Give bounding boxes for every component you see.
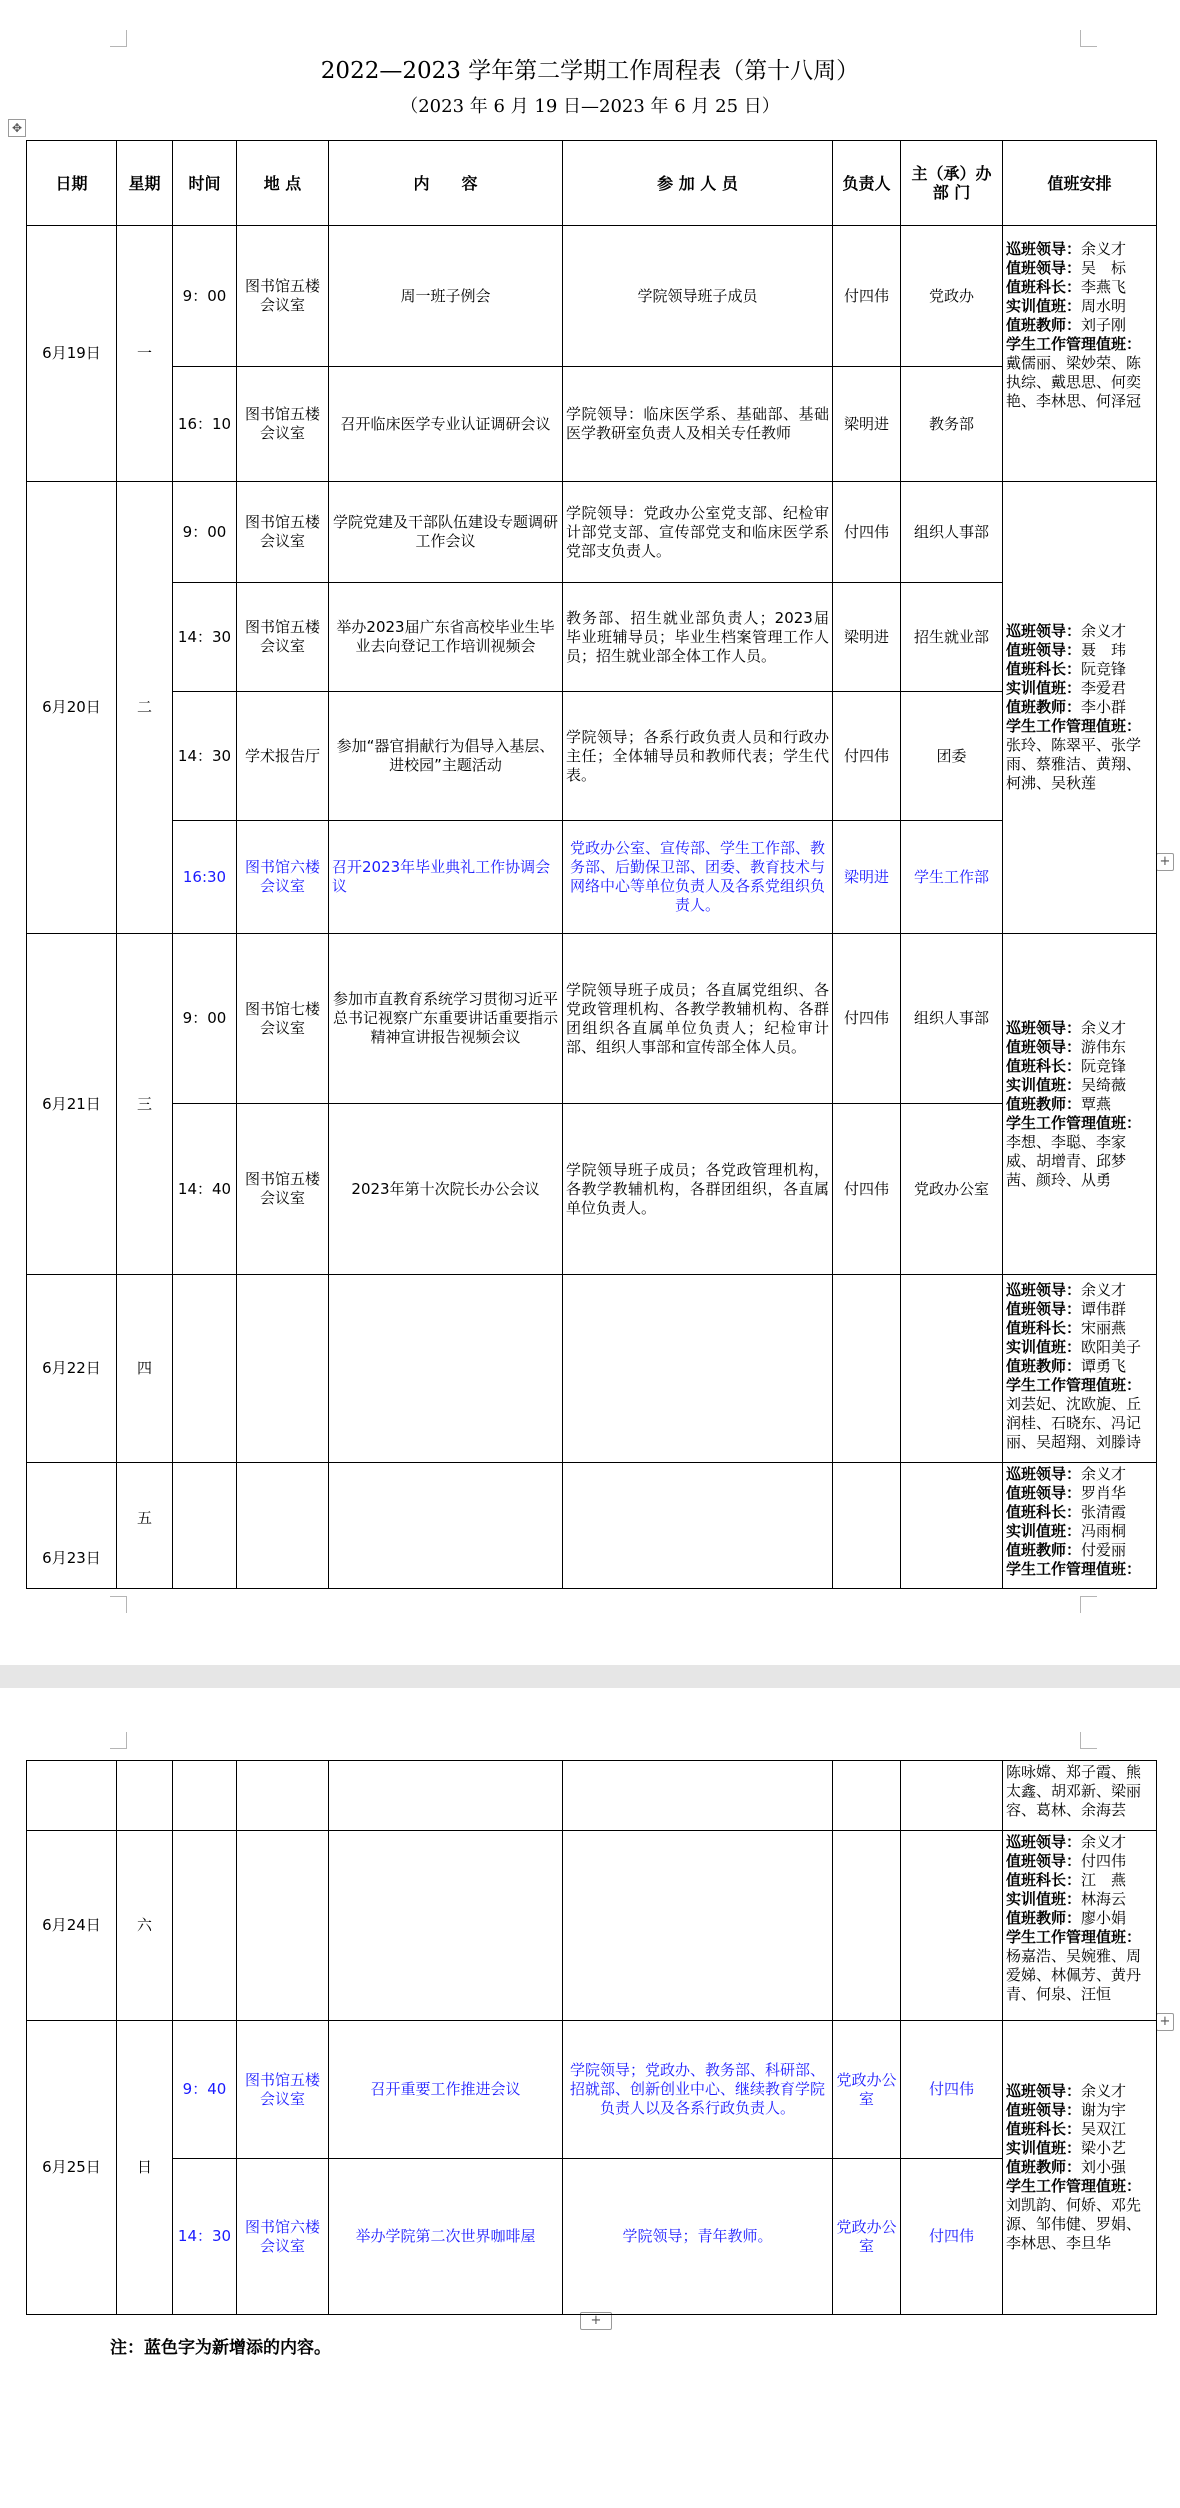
time-cell: 14：30 [173, 583, 237, 692]
participants-cell: 学院领导：党政办公室党支部、纪检审计部党支部、宣传部党支和临床医学系党部支负责人。 [563, 482, 833, 583]
department-cell: 团委 [901, 692, 1003, 821]
place-cell: 图书馆六楼会议室 [237, 2159, 329, 2315]
department-cell: 党政办公室 [901, 1104, 1003, 1275]
participants-cell: 教务部、招生就业部负责人；2023届毕业班辅导员；毕业生档案管理工作人员；招生就业部全体工作人员。 [563, 583, 833, 692]
responsible-cell: 党政办公室 [833, 2021, 901, 2159]
weekday-cell: 六 [117, 1831, 173, 2021]
date-cell: 6月24日 [27, 1831, 117, 2021]
table-row [27, 583, 1157, 692]
duty-cell: 巡班领导：余义才 值班领导：付四伟 值班科长：江 燕 实训值班：林海云 值班教师：廖小娟 学生工作管理值班：杨嘉浩、吴婉雅、周爱娣、林佩芳、黄丹青、何泉、汪恒 [1003, 1831, 1157, 2021]
place-cell: 图书馆五楼会议室 [237, 2021, 329, 2159]
header-date: 日期 [27, 141, 117, 226]
table-row [27, 1104, 1157, 1275]
content-cell: 举办学院第二次世界咖啡屋 [329, 2159, 563, 2315]
responsible-cell: 党政办公室 [833, 2159, 901, 2315]
participants-cell: 学院领导班子成员 [563, 226, 833, 367]
participants-cell: 学院领导班子成员；各直属党组织、各党政管理机构、各教学教辅机构、各群团组织各直属单位负责人；纪检审计部、组织人事部和宣传部全体人员。 [563, 934, 833, 1104]
table-row-continued [27, 1761, 1157, 1831]
duty-cell: 巡班领导：余义才 值班领导：罗肖华 值班科长：张清霞 实训值班：冯雨桐 值班教师：付爱丽 学生工作管理值班： [1003, 1463, 1157, 1589]
crop-mark [1080, 1596, 1097, 1613]
page-subtitle: （2023 年 6 月 19 日—2023 年 6 月 25 日） [400, 96, 780, 117]
header-place: 地 点 [237, 141, 329, 226]
time-cell: 14：30 [173, 692, 237, 821]
content-cell: 召开2023年毕业典礼工作协调会议 [329, 821, 563, 934]
header-responsible: 负责人 [833, 141, 901, 226]
place-cell: 图书馆六楼会议室 [237, 821, 329, 934]
table-row-new [27, 2021, 1157, 2159]
weekday-cell: 一 [117, 226, 173, 482]
place-cell: 图书馆五楼会议室 [237, 367, 329, 482]
duty-cell: 巡班领导：余义才 值班领导：游伟东 值班科长：阮竞锋 实训值班：吴绮薇 值班教师：覃燕 学生工作管理值班：李想、李聪、李家威、胡增青、邱梦茜、颜玲、从勇 [1003, 934, 1157, 1275]
responsible-cell: 付四伟 [833, 692, 901, 821]
participants-cell: 学院领导；党政办、教务部、科研部、招就部、创新创业中心、继续教育学院负责人以及各系行政负责人。 [563, 2021, 833, 2159]
responsible-cell: 梁明进 [833, 583, 901, 692]
department-cell: 组织人事部 [901, 482, 1003, 583]
department-cell: 学生工作部 [901, 821, 1003, 934]
date-cell: 6月20日 [27, 482, 117, 934]
duty-cell: 巡班领导：余义才 值班领导：谭伟群 值班科长：宋丽燕 实训值班：欧阳美子 值班教师：谭勇飞 学生工作管理值班：刘芸妃、沈欧旎、丘润桂、石晓东、冯记丽、吴超翔、刘滕诗 [1003, 1275, 1157, 1463]
table-row [27, 1831, 1157, 2021]
content-cell: 召开重要工作推进会议 [329, 2021, 563, 2159]
header-time: 时间 [173, 141, 237, 226]
department-cell: 付四伟 [901, 2021, 1003, 2159]
responsible-cell: 付四伟 [833, 934, 901, 1104]
page-title: 2022—2023 学年第二学期工作周程表（第十八周） [320, 58, 860, 84]
department-cell: 党政办 [901, 226, 1003, 367]
weekday-cell: 日 [117, 2021, 173, 2315]
date-cell: 6月19日 [27, 226, 117, 482]
participants-cell: 学院领导班子成员；各党政管理机构，各教学教辅机构，各群团组织，各直属单位负责人。 [563, 1104, 833, 1275]
header-content: 内 容 [329, 141, 563, 226]
crop-mark [1080, 1732, 1097, 1749]
participants-cell: 党政办公室、宣传部、学生工作部、教务部、后勤保卫部、团委、教育技术与网络中心等单位负责人及各系党组织负责人。 [563, 821, 833, 934]
weekday-cell: 二 [117, 482, 173, 934]
time-cell: 9：40 [173, 2021, 237, 2159]
responsible-cell: 付四伟 [833, 482, 901, 583]
table-row [27, 367, 1157, 482]
table-header-row [27, 141, 1157, 226]
department-cell: 招生就业部 [901, 583, 1003, 692]
place-cell: 图书馆五楼会议室 [237, 482, 329, 583]
responsible-cell: 梁明进 [833, 367, 901, 482]
duty-cell: 巡班领导：余义才 值班领导：谢为宇 值班科长：吴双江 实训值班：梁小艺 值班教师：刘小强 学生工作管理值班：刘凯韵、何娇、邓先源、邹伟健、罗娟、李林思、李旦华 [1003, 2021, 1157, 2315]
table-row-new [27, 821, 1157, 934]
table-row [27, 482, 1157, 583]
document-page-2 [0, 1688, 1180, 2508]
table-row [27, 934, 1157, 1104]
content-cell: 学院党建及干部队伍建设专题调研工作会议 [329, 482, 563, 583]
crop-mark [110, 1596, 127, 1613]
footnote: 注：蓝色字为新增添的内容。 [110, 2338, 331, 2358]
place-cell: 图书馆五楼会议室 [237, 1104, 329, 1275]
table-row [27, 1275, 1157, 1463]
place-cell: 学术报告厅 [237, 692, 329, 821]
content-cell: 周一班子例会 [329, 226, 563, 367]
time-cell: 9：00 [173, 482, 237, 583]
date-cell: 6月22日 [27, 1275, 117, 1463]
weekday-cell: 五 [117, 1463, 173, 1589]
weekday-cell: 三 [117, 934, 173, 1275]
participants-cell: 学院领导；各系行政负责人员和行政办主任；全体辅导员和教师代表；学生代表。 [563, 692, 833, 821]
place-cell: 图书馆五楼会议室 [237, 226, 329, 367]
table-row [27, 692, 1157, 821]
responsible-cell: 付四伟 [833, 1104, 901, 1275]
department-cell: 组织人事部 [901, 934, 1003, 1104]
weekday-cell: 四 [117, 1275, 173, 1463]
schedule-table-page2 [26, 1760, 1157, 2315]
department-cell: 教务部 [901, 367, 1003, 482]
department-cell: 付四伟 [901, 2159, 1003, 2315]
date-cell: 6月23日 [27, 1463, 117, 1589]
time-cell: 14：30 [173, 2159, 237, 2315]
table-row [27, 1463, 1157, 1589]
date-cell: 6月25日 [27, 2021, 117, 2315]
add-row-bottom-plus-icon[interactable]: + [580, 2312, 612, 2330]
place-cell: 图书馆七楼会议室 [237, 934, 329, 1104]
time-cell: 14：40 [173, 1104, 237, 1275]
time-cell: 16:30 [173, 821, 237, 934]
header-duty: 值班安排 [1003, 141, 1157, 226]
header-participants: 参 加 人 员 [563, 141, 833, 226]
header-department: 主（承）办部 门 [901, 141, 1003, 226]
crop-mark [110, 30, 127, 47]
content-cell: 召开临床医学专业认证调研会议 [329, 367, 563, 482]
responsible-cell: 付四伟 [833, 226, 901, 367]
add-row-plus-icon[interactable]: + [1156, 853, 1174, 871]
schedule-table-page1 [26, 140, 1157, 1589]
table-row-new [27, 2159, 1157, 2315]
time-cell: 16：10 [173, 367, 237, 482]
participants-cell: 学院领导；青年教师。 [563, 2159, 833, 2315]
content-cell: 参加“器官捐献行为倡导入基层、进校园”主题活动 [329, 692, 563, 821]
time-cell: 9：00 [173, 934, 237, 1104]
table-row [27, 226, 1157, 367]
place-cell: 图书馆五楼会议室 [237, 583, 329, 692]
date-cell: 6月21日 [27, 934, 117, 1275]
table-move-handle-icon[interactable]: ✥ [8, 119, 26, 137]
crop-mark [1080, 30, 1097, 47]
content-cell: 参加市直教育系统学习贯彻习近平总书记视察广东重要讲话重要指示精神宣讲报告视频会议 [329, 934, 563, 1104]
page-break-gap [0, 1665, 1180, 1688]
duty-cell: 陈咏嫦、郑子霞、熊太鑫、胡邓新、梁丽容、葛林、余海芸 [1003, 1761, 1157, 1831]
duty-cell: 巡班领导：余义才 值班领导：聂 玮 值班科长：阮竞锋 实训值班：李爱君 值班教师：李小群 学生工作管理值班：张玲、陈翠平、张学雨、蔡雅洁、黄翔、柯沸、吴秋莲 [1003, 482, 1157, 934]
time-cell: 9：00 [173, 226, 237, 367]
crop-mark [110, 1732, 127, 1749]
content-cell: 举办2023届广东省高校毕业生毕业去向登记工作培训视频会 [329, 583, 563, 692]
duty-cell: 巡班领导：余义才 值班领导：吴 标 值班科长：李燕飞 实训值班：周水明 值班教师：刘子刚 学生工作管理值班：戴儒丽、梁妙荣、陈执综、戴思思、何奕艳、李林思、何泽冠 [1003, 226, 1157, 482]
responsible-cell: 梁明进 [833, 821, 901, 934]
header-weekday: 星期 [117, 141, 173, 226]
content-cell: 2023年第十次院长办公会议 [329, 1104, 563, 1275]
participants-cell: 学院领导：临床医学系、基础部、基础医学教研室负责人及相关专任教师 [563, 367, 833, 482]
add-row-plus-icon[interactable]: + [1156, 2013, 1174, 2031]
